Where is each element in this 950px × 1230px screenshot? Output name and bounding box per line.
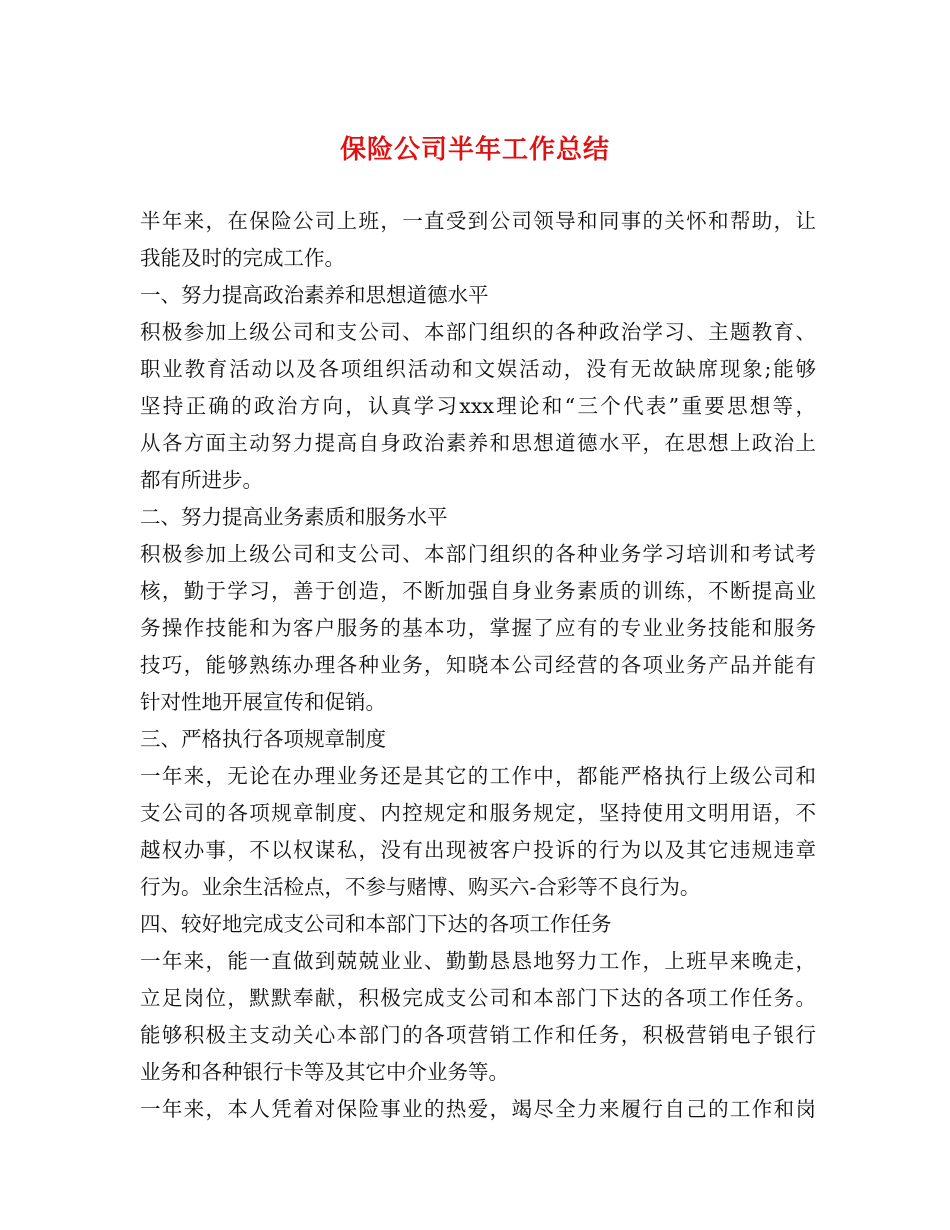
body-line: 技巧，能够熟练办理各种业务，知晓本公司经营的各项业务产品并能有 <box>140 653 816 677</box>
body-line: 一、努力提高政治素养和思想道德水平 <box>140 283 489 307</box>
body-line: 都有所进步。 <box>140 468 263 492</box>
body-line: 针对性地开展宣传和促销。 <box>140 690 386 714</box>
document-body <box>140 203 816 1128</box>
body-line: 核，勤于学习，善于创造，不断加强自身业务素质的训练，不断提高业 <box>140 579 816 603</box>
body-line: 立足岗位，默默奉献，积极完成支公司和本部门下达的各项工作任务。 <box>140 986 816 1010</box>
body-line: 一年来，本人凭着对保险事业的热爱，竭尽全力来履行自己的工作和岗 <box>140 1097 816 1121</box>
body-line: 积极参加上级公司和支公司、本部门组织的各种政治学习、主题教育、 <box>140 320 816 344</box>
body-line: 积极参加上级公司和支公司、本部门组织的各种业务学习培训和考试考 <box>140 542 816 566</box>
body-line: 行为。业余生活检点，不参与赌博、购买六-合彩等不良行为。 <box>140 875 701 899</box>
body-line: 一年来，能一直做到兢兢业业、勤勤恳恳地努力工作，上班早来晚走， <box>140 949 816 973</box>
body-line: 从各方面主动努力提高自身政治素养和思想道德水平，在思想上政治上 <box>140 431 816 455</box>
body-line: 三、严格执行各项规章制度 <box>140 727 386 751</box>
body-line: 半年来，在保险公司上班，一直受到公司领导和同事的关怀和帮助，让 <box>140 209 816 233</box>
document-title: 保险公司半年工作总结 <box>339 135 610 165</box>
body-line: 坚持正确的政治方向，认真学习xxx理论和“三个代表”重要思想等， <box>140 394 816 418</box>
body-line: 越权办事，不以权谋私，没有出现被客户投诉的行为以及其它违规违章 <box>140 838 816 862</box>
body-line: 务操作技能和为客户服务的基本功，掌握了应有的专业业务技能和服务 <box>140 616 816 640</box>
body-line: 职业教育活动以及各项组织活动和文娱活动，没有无故缺席现象;能够 <box>140 357 816 381</box>
body-line: 能够积极主支动关心本部门的各项营销工作和任务，积极营销电子银行 <box>140 1023 816 1047</box>
body-line: 支公司的各项规章制度、内控规定和服务规定，坚持使用文明用语，不 <box>140 801 816 825</box>
body-line: 一年来，无论在办理业务还是其它的工作中，都能严格执行上级公司和 <box>140 764 816 788</box>
body-line: 四、较好地完成支公司和本部门下达的各项工作任务 <box>140 912 612 936</box>
body-line: 我能及时的完成工作。 <box>140 246 345 270</box>
body-line: 业务和各种银行卡等及其它中介业务等。 <box>140 1060 509 1084</box>
body-line: 二、努力提高业务素质和服务水平 <box>140 505 448 529</box>
